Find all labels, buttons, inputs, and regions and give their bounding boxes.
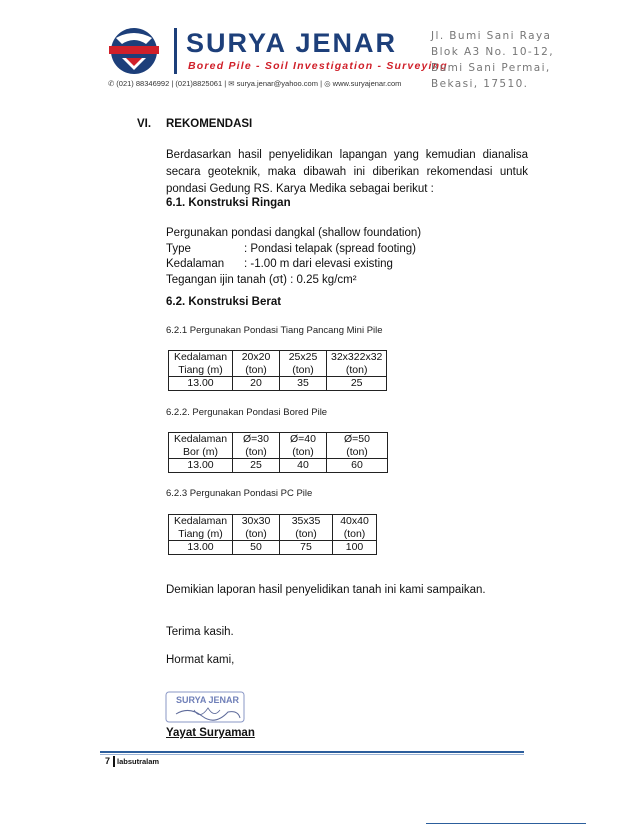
phone-icon: ✆ [108, 79, 115, 88]
table-cell: 20 [233, 377, 280, 391]
table-cell: 50 [233, 541, 280, 555]
table-header-row [169, 446, 388, 459]
footer-rule-thin [100, 754, 524, 755]
intro-paragraph: Berdasarkan hasil penyelidikan lapangan yang kemudian dianalisa secara geoteknik, maka dibawah ini diberikan rekomendasi untuk pondasi Gedung RS. Karya Medika sebagai berikut : [166, 149, 528, 195]
table-cell: (ton) [280, 446, 327, 459]
company-name: SURYA JENAR [186, 28, 398, 58]
table-header-row [169, 433, 388, 446]
table-cell: (ton) [233, 528, 280, 541]
allowable-stress-line: Tegangan ijin tanah (σt) : 0.25 kg/cm² [166, 273, 357, 286]
light-construction-details [166, 226, 421, 288]
table-header-row [169, 515, 377, 528]
type-key: Type [166, 242, 191, 255]
table-cell: (ton) [233, 446, 280, 459]
table-row [169, 377, 387, 391]
page-number: 7 [105, 756, 111, 766]
table-cell: Kedalaman [169, 433, 233, 446]
table-cell: Tiang (m) [169, 528, 233, 541]
table-cell: Ø=40 [280, 433, 327, 446]
regards-text: Hormat kami, [166, 654, 235, 666]
table-cell: (ton) [327, 364, 387, 377]
table-cell: (ton) [280, 364, 327, 377]
table-cell: 60 [327, 459, 388, 473]
table-cell: 75 [280, 541, 333, 555]
table-cell: 13.00 [169, 377, 233, 391]
company-address [431, 28, 571, 92]
table-header-row [169, 351, 387, 364]
depth-key: Kedalaman [166, 258, 225, 270]
table-cell: Ø=50 [327, 433, 388, 446]
foundation-type-line: Pergunakan pondasi dangkal (shallow foundation) [166, 227, 422, 239]
separator: | [320, 79, 323, 88]
table-header-row [169, 528, 377, 541]
table-cell: Ø=30 [233, 433, 280, 446]
table-cell: (ton) [327, 446, 388, 459]
table-cell: 40x40 [333, 515, 377, 528]
type-value: : Pondasi telapak (spread footing) [244, 242, 416, 255]
address-line: Blok A3 No. 10-12, [431, 46, 554, 58]
table-cell: 30x30 [233, 515, 280, 528]
table-header-row [169, 364, 387, 377]
table-cell: Kedalaman [169, 515, 233, 528]
table-cell: 25x25 [280, 351, 327, 364]
table-cell: 20x20 [233, 351, 280, 364]
table-cell: 40 [280, 459, 327, 473]
heading-heavy-construction: 6.2. Konstruksi Berat [166, 296, 282, 308]
table-cell: 25 [327, 377, 387, 391]
website-link[interactable]: www.suryajenar.com [332, 79, 402, 88]
page-separator [113, 756, 115, 767]
table-cell: 32x322x32 [327, 351, 387, 364]
table-cell: 13.00 [169, 459, 233, 473]
table-caption-pc-pile: 6.2.3 Pergunakan Pondasi PC Pile [166, 488, 313, 499]
table-caption-mini-pile: 6.2.1 Pergunakan Pondasi Tiang Pancang Mini Pile [166, 325, 383, 336]
depth-value: : -1.00 m dari elevasi existing [244, 258, 393, 270]
thanks-text: Terima kasih. [166, 626, 234, 638]
table-cell: 13.00 [169, 541, 233, 555]
heading-light-construction: 6.1. Konstruksi Ringan [166, 197, 291, 209]
header-divider [174, 28, 177, 74]
company-tagline: Bored Pile - Soil Investigation - Surveying [188, 60, 448, 72]
bottom-rule [426, 823, 586, 824]
table-cell: Kedalaman [169, 351, 233, 364]
phone-1: (021) 88346992 [116, 79, 170, 88]
phone-2: (021)8825061 [175, 79, 223, 88]
footer-rule [100, 751, 524, 753]
table-cell: 25 [233, 459, 280, 473]
table-cell: Tiang (m) [169, 364, 233, 377]
address-line: Jl. Bumi Sani Raya [431, 30, 552, 42]
closing-statement: Demikian laporan hasil penyelidikan tanah ini kami sampaikan. [166, 584, 486, 596]
separator: | [224, 79, 227, 88]
contact-line [108, 79, 401, 88]
signer-name: Yayat Suryaman [166, 727, 255, 739]
table-row [169, 541, 377, 555]
separator: | [171, 79, 174, 88]
signature-stamp [154, 690, 254, 726]
email-icon: ✉ [228, 79, 235, 88]
pc-pile-table [168, 514, 377, 555]
depth-row [166, 257, 421, 273]
address-line: Bumi Sani Permai, [431, 62, 551, 74]
type-row [166, 242, 421, 258]
mini-pile-table [168, 350, 387, 391]
table-cell: 35x35 [280, 515, 333, 528]
company-logo [106, 26, 162, 76]
bored-pile-table [168, 432, 388, 473]
table-cell: (ton) [233, 364, 280, 377]
footer-label: labsutralam [117, 757, 160, 766]
table-cell: 35 [280, 377, 327, 391]
table-cell: (ton) [280, 528, 333, 541]
email-link[interactable]: surya.jenar@yahoo.com [236, 79, 318, 88]
table-caption-bored-pile: 6.2.2. Pergunakan Pondasi Bored Pile [166, 407, 328, 418]
section-title: REKOMENDASI [166, 118, 253, 130]
section-number: VI. [137, 118, 152, 130]
stamp-text: SURYA JENAR [176, 695, 240, 705]
table-row [169, 459, 388, 473]
table-cell: Bor (m) [169, 446, 233, 459]
globe-icon: ◎ [324, 79, 331, 88]
table-cell: (ton) [333, 528, 377, 541]
table-cell: 100 [333, 541, 377, 555]
address-line: Bekasi, 17510. [431, 78, 529, 90]
